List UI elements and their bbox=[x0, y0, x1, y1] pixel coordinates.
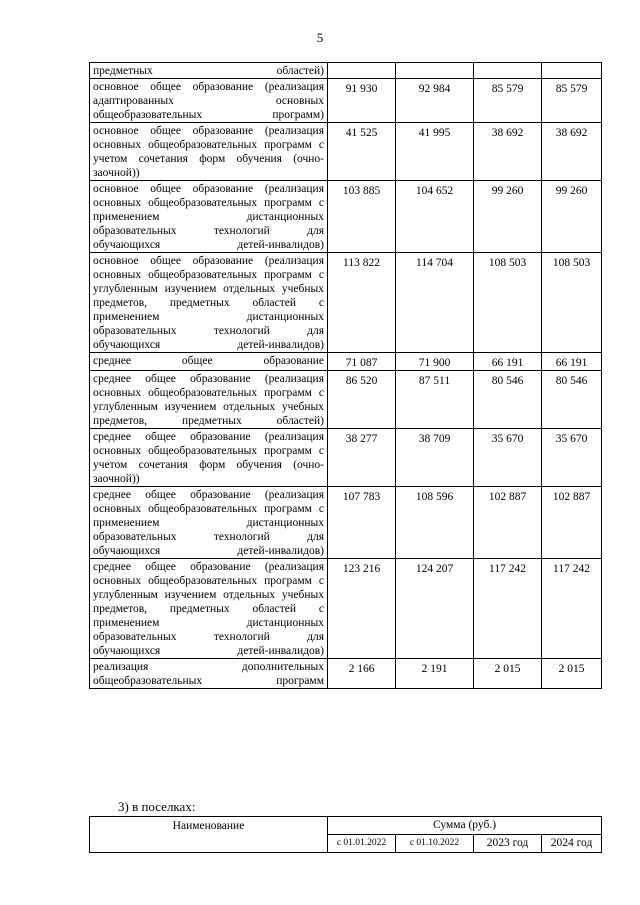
row-description: среднее общее образование (реализация основных общеобразовательных программ с углубленным изучением отдельных учебных предметов, предметных областей) bbox=[90, 371, 328, 429]
header-2022-jan: с 01.01.2022 bbox=[328, 835, 396, 853]
table-row bbox=[90, 487, 602, 559]
table-row bbox=[90, 63, 602, 79]
value-2022-jan: 41 525 bbox=[328, 123, 396, 181]
page-number: 5 bbox=[316, 30, 324, 45]
value-2024: 2 015 bbox=[542, 659, 602, 689]
row-description: основное общее образование (реализация основных общеобразовательных программ с углубленным изучением отдельных учебных предметов, предметных областей с применением дистанционных образовательных технологий для обучающихся детей-инвалидов) bbox=[90, 253, 328, 353]
row-description: среднее общее образование (реализация основных общеобразовательных программ с применением дистанционных образовательных технологий для обучающихся детей-инвалидов) bbox=[90, 487, 328, 559]
row-description: предметных областей) bbox=[90, 63, 328, 79]
value-2022-oct: 87 511 bbox=[396, 371, 474, 429]
value-2023: 2 015 bbox=[474, 659, 542, 689]
table-row bbox=[90, 181, 602, 253]
value-2022-oct: 41 995 bbox=[396, 123, 474, 181]
settlements-table-header bbox=[89, 816, 602, 853]
header-2024: 2024 год bbox=[542, 835, 602, 853]
value-2024: 117 242 bbox=[542, 559, 602, 659]
row-description: среднее общее образование (реализация основных общеобразовательных программ с учетом сочетания форм обучения (очно-заочной)) bbox=[90, 429, 328, 487]
value-2022-oct: 124 207 bbox=[396, 559, 474, 659]
value-2024: 108 503 bbox=[542, 253, 602, 353]
value-2023: 99 260 bbox=[474, 181, 542, 253]
table-row bbox=[90, 429, 602, 487]
value-2022-jan: 91 930 bbox=[328, 79, 396, 123]
value-2023 bbox=[474, 63, 542, 79]
row-description: основное общее образование (реализация основных общеобразовательных программ с учетом сочетания форм обучения (очно-заочной)) bbox=[90, 123, 328, 181]
row-description: среднее общее образование (реализация основных общеобразовательных программ с углубленным изучением отдельных учебных предметов, предметных областей с применением дистанционных образовательных технологий для обучающихся детей-инвалидов) bbox=[90, 559, 328, 659]
value-2024: 99 260 bbox=[542, 181, 602, 253]
value-2022-oct: 71 900 bbox=[396, 353, 474, 371]
row-description: реализация дополнительных общеобразовательных программ bbox=[90, 659, 328, 689]
value-2023: 80 546 bbox=[474, 371, 542, 429]
row-description: основное общее образование (реализация основных общеобразовательных программ с применением дистанционных образовательных технологий для обучающихся детей-инвалидов) bbox=[90, 181, 328, 253]
value-2024: 66 191 bbox=[542, 353, 602, 371]
value-2023: 35 670 bbox=[474, 429, 542, 487]
value-2022-oct: 92 984 bbox=[396, 79, 474, 123]
value-2022-jan: 86 520 bbox=[328, 371, 396, 429]
name-column-header: Наименование bbox=[90, 817, 328, 853]
row-description: среднее общее образование bbox=[90, 353, 328, 371]
value-2023: 108 503 bbox=[474, 253, 542, 353]
value-2022-oct: 2 191 bbox=[396, 659, 474, 689]
value-2024: 38 692 bbox=[542, 123, 602, 181]
allocation-table bbox=[89, 62, 602, 689]
value-2022-oct: 108 596 bbox=[396, 487, 474, 559]
table-row bbox=[90, 123, 602, 181]
value-2022-jan: 2 166 bbox=[328, 659, 396, 689]
table-row bbox=[90, 353, 602, 371]
table-row bbox=[90, 371, 602, 429]
value-2022-jan: 107 783 bbox=[328, 487, 396, 559]
value-2024: 85 579 bbox=[542, 79, 602, 123]
value-2022-jan: 71 087 bbox=[328, 353, 396, 371]
header-2022-oct: с 01.10.2022 bbox=[396, 835, 474, 853]
value-2023: 38 692 bbox=[474, 123, 542, 181]
value-2022-jan: 38 277 bbox=[328, 429, 396, 487]
value-2022-jan: 103 885 bbox=[328, 181, 396, 253]
value-2024 bbox=[542, 63, 602, 79]
value-2022-oct: 38 709 bbox=[396, 429, 474, 487]
row-description: основное общее образование (реализация адаптированных основных общеобразовательных программ) bbox=[90, 79, 328, 123]
table-row bbox=[90, 253, 602, 353]
sum-column-header: Сумма (руб.) bbox=[328, 817, 602, 835]
table-row bbox=[90, 559, 602, 659]
value-2022-jan: 113 822 bbox=[328, 253, 396, 353]
value-2022-oct: 114 704 bbox=[396, 253, 474, 353]
value-2023: 102 887 bbox=[474, 487, 542, 559]
value-2022-jan bbox=[328, 63, 396, 79]
value-2023: 85 579 bbox=[474, 79, 542, 123]
value-2023: 66 191 bbox=[474, 353, 542, 371]
value-2024: 102 887 bbox=[542, 487, 602, 559]
value-2024: 80 546 bbox=[542, 371, 602, 429]
header-2023: 2023 год bbox=[474, 835, 542, 853]
section-caption: 3) в поселках: bbox=[118, 799, 196, 814]
table-row bbox=[90, 659, 602, 689]
table-row bbox=[90, 79, 602, 123]
value-2022-oct: 104 652 bbox=[396, 181, 474, 253]
value-2023: 117 242 bbox=[474, 559, 542, 659]
value-2024: 35 670 bbox=[542, 429, 602, 487]
value-2022-jan: 123 216 bbox=[328, 559, 396, 659]
value-2022-oct bbox=[396, 63, 474, 79]
